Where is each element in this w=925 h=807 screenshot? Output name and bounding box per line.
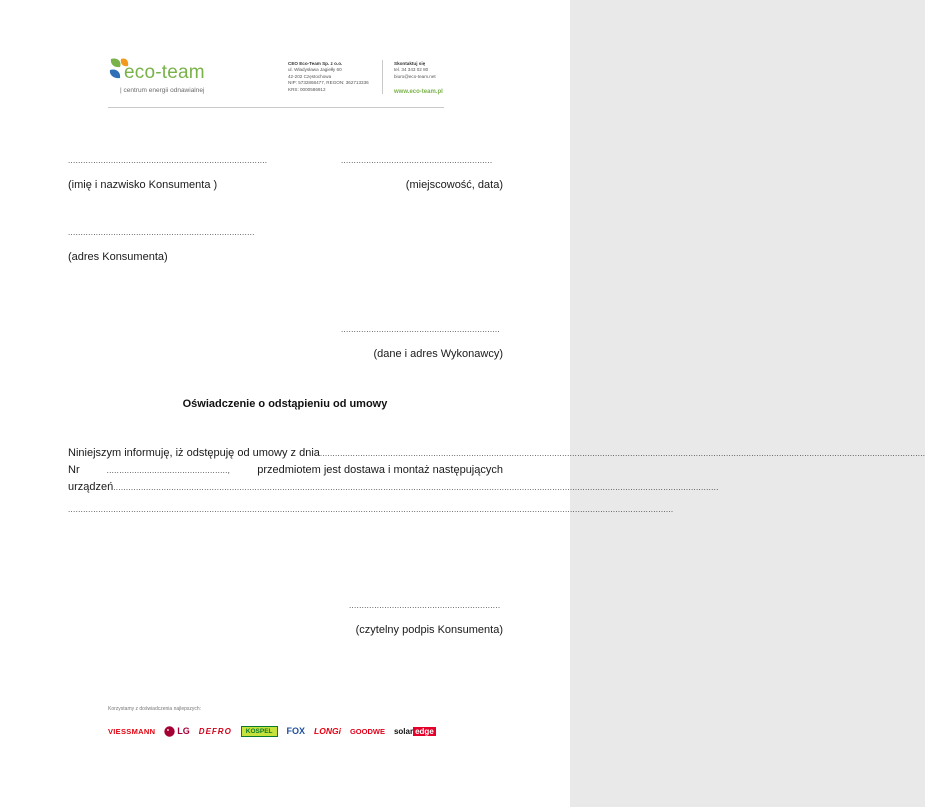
document-title: Oświadczenie o odstąpieniu od umowy <box>182 398 388 410</box>
place-date-dots[interactable]: ............................................................ <box>341 156 493 165</box>
contact-phone: tel. 34 343 02 80 <box>394 67 429 73</box>
header-rule <box>108 107 444 108</box>
consumer-name-dots[interactable]: ............................................................................... <box>68 156 268 165</box>
website-link[interactable]: www.eco-team.pl <box>394 89 443 95</box>
logo-text: eco-team <box>124 62 205 83</box>
longi-logo: LONGi <box>314 726 341 736</box>
contact-info <box>394 61 436 80</box>
defro-logo: DEFRO <box>198 726 232 736</box>
signature-dots[interactable]: ............................................................ <box>349 601 501 610</box>
contact-email: biuro@eco-team.net <box>394 73 436 79</box>
kospel-logo: KOSPEL <box>241 726 278 737</box>
solaredge-logo <box>394 727 436 736</box>
company-street: ul. Władysława Jagiełły 60 <box>288 67 342 73</box>
company-name: CEO Eco-Team Sp. z o.o. <box>288 61 343 66</box>
partners-note: Korzystamy z doświadczenia najlepszych: <box>108 706 202 712</box>
solaredge-logo-edge: edge <box>415 726 434 736</box>
devices-dots[interactable]: ................................................................................................................................................................................................................................................ <box>113 483 719 492</box>
signature-label: (czytelny podpis Konsumenta) <box>355 624 503 636</box>
company-city: 42-202 Częstochowa <box>288 73 332 79</box>
lg-logo-text: LG <box>177 726 190 736</box>
devices-extra-dots[interactable]: ................................................................................................................................................................................................................................................ <box>68 505 674 514</box>
contract-date-dots[interactable]: ................................................................................................................................................................................................................................................ <box>319 449 925 458</box>
contractor-dots[interactable]: ............................................................... <box>341 325 500 334</box>
company-ids: NIP: 5732868477, REGON: 362713336 <box>288 80 369 86</box>
consumer-name-label: (imię i nazwisko Konsumenta ) <box>68 179 218 191</box>
paragraph-line-3-text: urządzeń <box>68 481 114 493</box>
company-info <box>288 61 369 93</box>
declaration-paragraph <box>68 445 925 518</box>
consumer-address-dots[interactable]: .......................................................................... <box>68 228 255 237</box>
paragraph-line-1-text: Niniejszym informuję, iż odstępuję od umowy z dnia <box>68 447 320 459</box>
paragraph-line-4 <box>68 501 674 518</box>
lg-circle-icon <box>164 726 175 737</box>
paragraph-line-2 <box>68 462 503 479</box>
solaredge-logo-solar: solar <box>393 726 414 736</box>
lg-logo <box>164 726 190 737</box>
viessmann-logo: VIESSMANN <box>108 726 156 736</box>
paragraph-line-2-nr: Nr <box>68 464 80 476</box>
paragraph-line-3 <box>68 479 719 496</box>
company-krs: KRS: 0000586912 <box>288 86 326 92</box>
contractor-label: (dane i adres Wykonawcy) <box>373 348 503 360</box>
header-divider <box>382 60 383 94</box>
fox-logo: FOX <box>286 726 306 736</box>
goodwe-logo: GOODWE <box>349 726 385 736</box>
contract-number-dots[interactable]: ................................................, <box>106 466 231 475</box>
paragraph-line-2-text: przedmiotem jest dostawa i montaż następujących <box>257 464 503 476</box>
partner-logos <box>108 722 468 740</box>
place-date-label: (miejscowość, data) <box>405 179 503 191</box>
paragraph-line-1 <box>68 445 925 462</box>
logo-subtitle: | centrum energii odnawialnej <box>120 87 205 94</box>
contact-heading: Skontaktuj się <box>394 61 426 66</box>
consumer-address-label: (adres Konsumenta) <box>68 251 168 263</box>
